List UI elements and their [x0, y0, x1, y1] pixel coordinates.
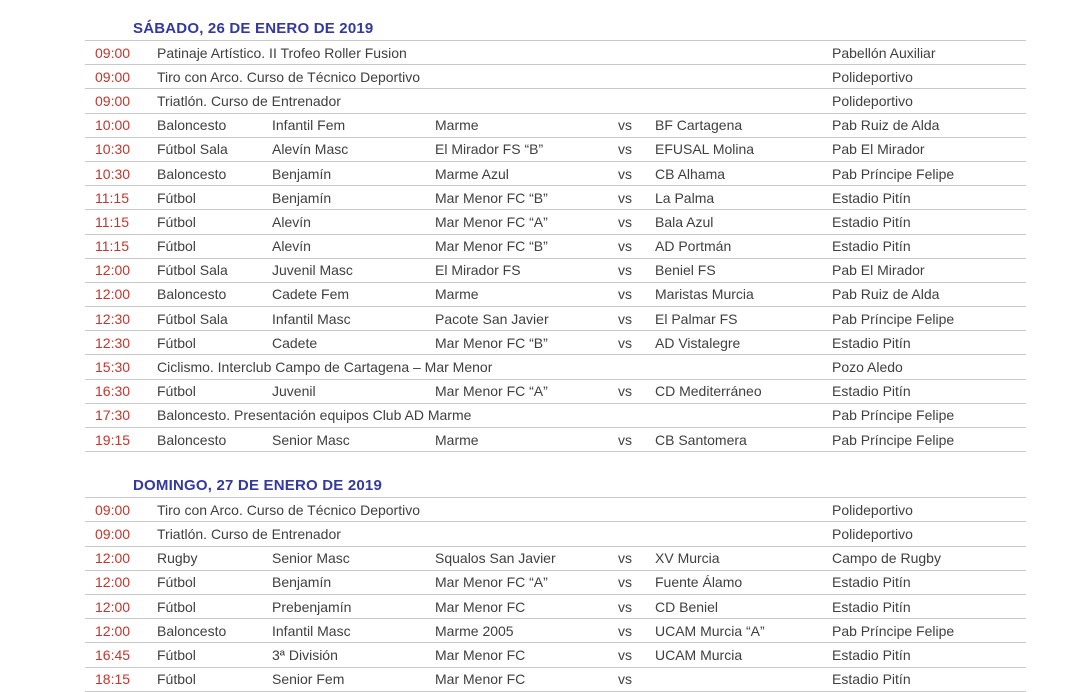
schedule-row-event — [85, 41, 1026, 65]
venue-cell: Pab Príncipe Felipe — [832, 622, 955, 639]
sport-cell: Fútbol — [157, 646, 196, 663]
category-cell: Cadete Fem — [272, 286, 350, 303]
category-cell: Infantil Masc — [272, 622, 351, 639]
away-cell: Beniel FS — [655, 262, 716, 279]
home-cell: Mar Menor FC — [435, 598, 526, 615]
time-cell: 12:00 — [95, 598, 131, 615]
schedule-row-match — [85, 643, 1026, 667]
schedule-row-match — [85, 307, 1026, 331]
schedule-row-match — [85, 547, 1026, 571]
activity-cell: Triatlón. Curso de Entrenador — [157, 525, 341, 542]
venue-cell: Pab Príncipe Felipe — [832, 431, 955, 448]
vs-cell: vs — [618, 574, 632, 591]
sunday-section — [85, 452, 1026, 692]
venue-cell: Estadio Pitín — [832, 646, 911, 663]
schedule-row-event — [85, 498, 1026, 522]
sport-cell: Fútbol — [157, 383, 196, 400]
saturday-title: SÁBADO, 26 DE ENERO DE 2019 — [133, 20, 374, 37]
schedule-row-match — [85, 331, 1026, 355]
schedule-row-match — [85, 668, 1026, 692]
vs-cell: vs — [618, 262, 632, 279]
time-cell: 09:00 — [95, 92, 131, 109]
away-cell: CD Beniel — [655, 598, 719, 615]
activity-cell: Tiro con Arco. Curso de Técnico Deportivo — [157, 68, 421, 85]
category-cell: Alevín — [272, 238, 311, 255]
category-cell: Infantil Masc — [272, 310, 351, 327]
home-cell: Marme — [435, 286, 479, 303]
sport-cell: Fútbol — [157, 238, 196, 255]
time-cell: 11:15 — [95, 189, 129, 206]
schedule-row-match — [85, 210, 1026, 234]
activity-cell: Ciclismo. Interclub Campo de Cartagena – Mar Menor — [157, 359, 493, 376]
schedule-row-match — [85, 138, 1026, 162]
time-cell: 12:00 — [95, 550, 131, 567]
away-cell: CD Mediterráneo — [655, 383, 762, 400]
away-cell: La Palma — [655, 189, 715, 206]
away-cell: CB Santomera — [655, 431, 747, 448]
home-cell: Pacote San Javier — [435, 310, 549, 327]
sport-cell: Baloncesto — [157, 117, 227, 134]
schedule-row-match — [85, 571, 1026, 595]
time-cell: 12:30 — [95, 334, 131, 351]
schedule-row-match — [85, 380, 1026, 404]
vs-cell: vs — [618, 598, 632, 615]
category-cell: 3ª División — [272, 646, 338, 663]
away-cell: Maristas Murcia — [655, 286, 754, 303]
sport-cell: Fútbol Sala — [157, 310, 228, 327]
category-cell: Senior Fem — [272, 671, 345, 688]
vs-cell: vs — [618, 622, 632, 639]
venue-cell: Estadio Pitín — [832, 383, 911, 400]
schedule-row-match — [85, 114, 1026, 138]
schedule-document — [85, 0, 1026, 692]
home-cell: Mar Menor FC “B” — [435, 334, 548, 351]
sport-cell: Fútbol Sala — [157, 141, 228, 158]
time-cell: 12:00 — [95, 574, 131, 591]
home-cell: Marme — [435, 431, 479, 448]
category-cell: Benjamín — [272, 165, 332, 182]
vs-cell: vs — [618, 671, 632, 688]
venue-cell: Estadio Pitín — [832, 671, 911, 688]
vs-cell: vs — [618, 334, 632, 351]
saturday-rows — [85, 41, 1026, 452]
time-cell: 12:30 — [95, 310, 131, 327]
time-cell: 10:30 — [95, 165, 131, 182]
schedule-row-match — [85, 162, 1026, 186]
venue-cell: Pab Príncipe Felipe — [832, 310, 955, 327]
time-cell: 19:15 — [95, 431, 131, 448]
venue-cell: Pab Ruiz de Alda — [832, 117, 940, 134]
schedule-row-event — [85, 522, 1026, 546]
time-cell: 09:00 — [95, 44, 131, 61]
vs-cell: vs — [618, 550, 632, 567]
home-cell: Mar Menor FC — [435, 671, 526, 688]
venue-cell: Campo de Rugby — [832, 550, 941, 567]
category-cell: Cadete — [272, 334, 318, 351]
away-cell: AD Portmán — [655, 238, 732, 255]
category-cell: Alevín Masc — [272, 141, 349, 158]
home-cell: Mar Menor FC “A” — [435, 213, 548, 230]
venue-cell: Pab Príncipe Felipe — [832, 407, 955, 424]
home-cell: Mar Menor FC “A” — [435, 574, 548, 591]
venue-cell: Estadio Pitín — [832, 598, 911, 615]
sunday-title: DOMINGO, 27 DE ENERO DE 2019 — [133, 477, 383, 495]
category-cell: Senior Masc — [272, 550, 350, 567]
home-cell: Marme — [435, 117, 479, 134]
category-cell: Juvenil Masc — [272, 262, 353, 279]
sport-cell: Fútbol — [157, 598, 196, 615]
sport-cell: Fútbol Sala — [157, 262, 228, 279]
vs-cell: vs — [618, 165, 632, 182]
venue-cell: Estadio Pitín — [832, 574, 911, 591]
vs-cell: vs — [618, 117, 632, 134]
sport-cell: Fútbol — [157, 574, 196, 591]
schedule-row-event — [85, 355, 1026, 379]
away-cell: Fuente Álamo — [655, 574, 743, 591]
vs-cell: vs — [618, 310, 632, 327]
category-cell: Prebenjamín — [272, 598, 352, 615]
home-cell: El Mirador FS “B” — [435, 141, 544, 158]
venue-cell: Estadio Pitín — [832, 334, 911, 351]
home-cell: El Mirador FS — [435, 262, 521, 279]
venue-cell: Pab Ruiz de Alda — [832, 286, 940, 303]
sport-cell: Fútbol — [157, 671, 196, 688]
category-cell: Alevín — [272, 213, 311, 230]
away-cell: BF Cartagena — [655, 117, 743, 134]
sport-cell: Baloncesto — [157, 165, 227, 182]
venue-cell: Polideportivo — [832, 68, 913, 85]
away-cell: AD Vistalegre — [655, 334, 741, 351]
venue-cell: Estadio Pitín — [832, 213, 911, 230]
sunday-header — [85, 452, 1026, 498]
schedule-row-event — [85, 65, 1026, 89]
category-cell: Benjamín — [272, 574, 332, 591]
venue-cell: Pabellón Auxiliar — [832, 44, 936, 61]
schedule-row-event — [85, 404, 1026, 428]
away-cell: XV Murcia — [655, 550, 720, 567]
schedule-row-match — [85, 428, 1026, 452]
home-cell: Marme Azul — [435, 165, 509, 182]
venue-cell: Pab El Mirador — [832, 141, 925, 158]
home-cell: Squalos San Javier — [435, 550, 556, 567]
time-cell: 12:00 — [95, 286, 131, 303]
venue-cell: Estadio Pitín — [832, 189, 911, 206]
activity-cell: Tiro con Arco. Curso de Técnico Deportivo — [157, 501, 421, 518]
vs-cell: vs — [618, 286, 632, 303]
away-cell: El Palmar FS — [655, 310, 738, 327]
time-cell: 12:00 — [95, 262, 131, 279]
schedule-row-event — [85, 89, 1026, 113]
home-cell: Mar Menor FC “A” — [435, 383, 548, 400]
time-cell: 11:15 — [95, 238, 129, 255]
vs-cell: vs — [618, 141, 632, 158]
home-cell: Mar Menor FC “B” — [435, 238, 548, 255]
time-cell: 09:00 — [95, 501, 131, 518]
away-cell: CB Alhama — [655, 165, 726, 182]
schedule-row-match — [85, 283, 1026, 307]
time-cell: 10:30 — [95, 141, 131, 158]
time-cell: 17:30 — [95, 407, 131, 424]
schedule-row-match — [85, 259, 1026, 283]
saturday-section — [85, 0, 1026, 452]
venue-cell: Polideportivo — [832, 525, 913, 542]
sunday-rows — [85, 498, 1026, 692]
time-cell: 09:00 — [95, 68, 131, 85]
activity-cell: Baloncesto. Presentación equipos Club AD Marme — [157, 407, 472, 424]
category-cell: Benjamín — [272, 189, 332, 206]
sport-cell: Baloncesto — [157, 286, 227, 303]
away-cell: UCAM Murcia — [655, 646, 743, 663]
time-cell: 15:30 — [95, 359, 131, 376]
saturday-header — [85, 0, 1026, 41]
venue-cell: Pab Príncipe Felipe — [832, 165, 955, 182]
home-cell: Mar Menor FC — [435, 646, 526, 663]
time-cell: 12:00 — [95, 622, 131, 639]
time-cell: 18:15 — [95, 671, 131, 688]
sport-cell: Fútbol — [157, 334, 196, 351]
activity-cell: Patinaje Artístico. II Trofeo Roller Fusion — [157, 44, 407, 61]
sport-cell: Fútbol — [157, 189, 196, 206]
sport-cell: Fútbol — [157, 213, 196, 230]
vs-cell: vs — [618, 431, 632, 448]
category-cell: Infantil Fem — [272, 117, 346, 134]
venue-cell: Estadio Pitín — [832, 238, 911, 255]
vs-cell: vs — [618, 383, 632, 400]
away-cell: Bala Azul — [655, 213, 714, 230]
time-cell: 09:00 — [95, 525, 131, 542]
sport-cell: Rugby — [157, 550, 198, 567]
time-cell: 10:00 — [95, 117, 131, 134]
category-cell: Senior Masc — [272, 431, 350, 448]
activity-cell: Triatlón. Curso de Entrenador — [157, 92, 341, 109]
time-cell: 16:45 — [95, 646, 131, 663]
sport-cell: Baloncesto — [157, 431, 227, 448]
home-cell: Mar Menor FC “B” — [435, 189, 548, 206]
time-cell: 11:15 — [95, 213, 129, 230]
away-cell: UCAM Murcia “A” — [655, 622, 765, 639]
vs-cell: vs — [618, 213, 632, 230]
schedule-row-match — [85, 186, 1026, 210]
schedule-row-match — [85, 235, 1026, 259]
vs-cell: vs — [618, 238, 632, 255]
time-cell: 16:30 — [95, 383, 131, 400]
vs-cell: vs — [618, 646, 632, 663]
venue-cell: Pozo Aledo — [832, 359, 903, 376]
venue-cell: Polideportivo — [832, 92, 913, 109]
venue-cell: Polideportivo — [832, 501, 913, 518]
vs-cell: vs — [618, 189, 632, 206]
home-cell: Marme 2005 — [435, 622, 514, 639]
away-cell: EFUSAL Molina — [655, 141, 755, 158]
category-cell: Juvenil — [272, 383, 316, 400]
schedule-row-match — [85, 619, 1026, 643]
venue-cell: Pab El Mirador — [832, 262, 925, 279]
sport-cell: Baloncesto — [157, 622, 227, 639]
schedule-row-match — [85, 595, 1026, 619]
